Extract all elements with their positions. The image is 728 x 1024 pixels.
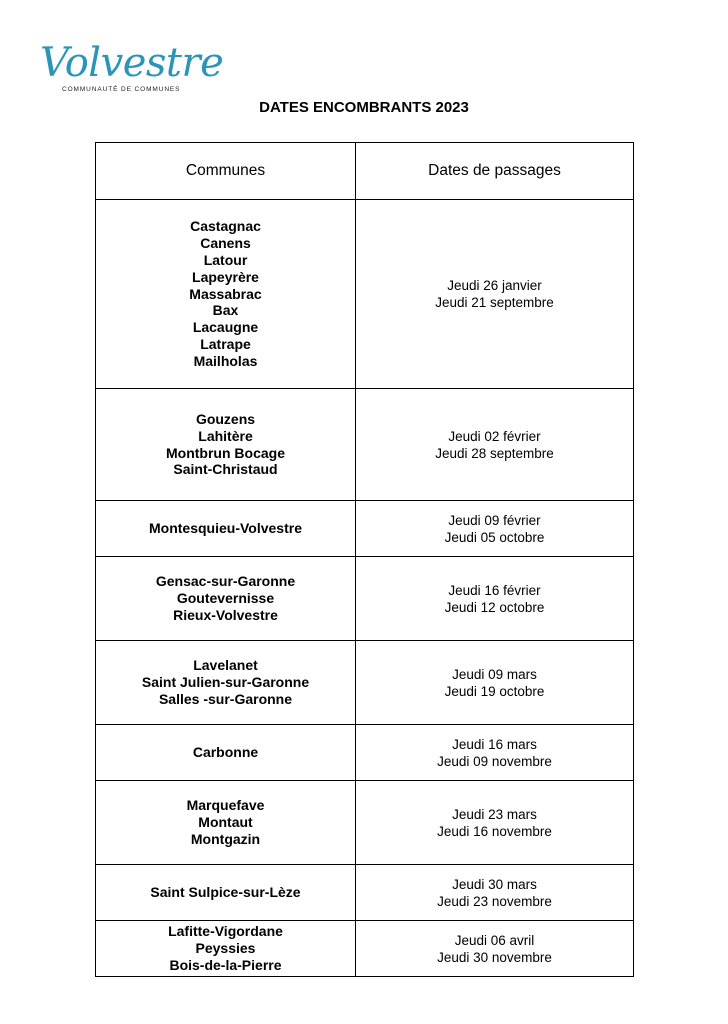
commune-name: Marquefave [186,797,265,814]
commune-name: Lafitte-Vigordane [168,923,283,940]
passage-date: Jeudi 19 octobre [444,683,545,699]
table-row [96,557,634,641]
commune-name: Bax [212,302,239,319]
passage-date: Jeudi 12 octobre [444,599,545,615]
commune-name: Carbonne [192,744,259,761]
header-communes: Communes [96,143,356,200]
passage-date: Jeudi 06 avril [454,932,535,948]
dates-cell [356,725,634,781]
commune-name: Lavelanet [193,657,258,674]
passage-date: Jeudi 09 mars [452,666,537,682]
dates-cell [356,781,634,865]
commune-name: Latour [203,252,248,268]
commune-name: Bois-de-la-Pierre [169,956,282,973]
table-row [96,200,634,389]
passage-date: Jeudi 23 novembre [437,893,552,909]
passage-date: Jeudi 09 novembre [437,753,552,769]
passage-date: Jeudi 09 février [448,512,541,528]
commune-name: Massabrac [189,285,262,302]
communes-cell [96,501,356,557]
passage-date: Jeudi 16 novembre [437,823,552,839]
communes-cell [96,865,356,921]
commune-name: Castagnac [190,218,261,235]
dates-cell [356,641,634,725]
communes-cell [96,725,356,781]
header-dates: Dates de passages [356,143,634,200]
communes-cell [96,641,356,725]
commune-name: Peyssies [195,940,256,957]
commune-name: Saint Julien-sur-Garonne [141,674,310,691]
passage-date: Jeudi 16 février [448,582,541,598]
table-row [96,865,634,921]
commune-name: Saint Sulpice-sur-Lèze [150,884,301,901]
schedule-table [95,142,634,977]
communes-cell [96,921,356,977]
passage-date: Jeudi 05 octobre [444,529,545,545]
commune-name: Saint-Christaud [173,461,278,478]
commune-name: Gensac-sur-Garonne [155,573,296,590]
commune-name: Goutevernisse [176,590,275,607]
commune-name: Mailholas [193,352,258,369]
passage-date: Jeudi 28 septembre [435,445,554,461]
passage-date: Jeudi 21 septembre [435,295,554,310]
dates-cell [356,389,634,501]
table-row [96,781,634,865]
table-row [96,641,634,725]
passage-date: Jeudi 16 mars [452,736,537,752]
dates-cell [356,200,634,389]
commune-name: Montesquieu-Volvestre [149,520,302,537]
commune-name: Lapeyrère [192,268,259,285]
table-row [96,501,634,557]
communes-cell [96,557,356,641]
commune-name: Montaut [198,814,253,831]
passage-date: Jeudi 30 mars [452,876,537,892]
logo-subtitle: COMMUNAUTÉ DE COMMUNES [62,86,181,93]
logo-wordmark: Volvestre [40,40,224,86]
passage-date: Jeudi 30 novembre [437,949,552,965]
commune-name: Canens [200,235,251,252]
dates-cell [356,921,634,977]
commune-name: Salles -sur-Garonne [158,690,293,707]
table-row [96,389,634,501]
table-row [96,921,634,977]
commune-name: Lahitère [198,427,253,444]
dates-cell [356,557,634,641]
document-title: DATES ENCOMBRANTS 2023 [259,99,469,116]
table-header-row [96,143,634,200]
commune-name: Montbrun Bocage [166,444,285,461]
communes-cell [96,200,356,389]
table-row [96,725,634,781]
volvestre-logo [40,40,224,100]
communes-cell [96,389,356,501]
passage-date: Jeudi 02 février [448,428,541,444]
commune-name: Latrape [200,335,251,352]
commune-name: Montgazin [190,830,261,847]
communes-cell [96,781,356,865]
passage-date: Jeudi 26 janvier [447,278,542,293]
passage-date: Jeudi 23 mars [452,806,537,822]
dates-cell [356,865,634,921]
dates-cell [356,501,634,557]
commune-name: Lacaugne [192,319,259,336]
commune-name: Gouzens [195,410,256,427]
commune-name: Rieux-Volvestre [173,606,278,623]
